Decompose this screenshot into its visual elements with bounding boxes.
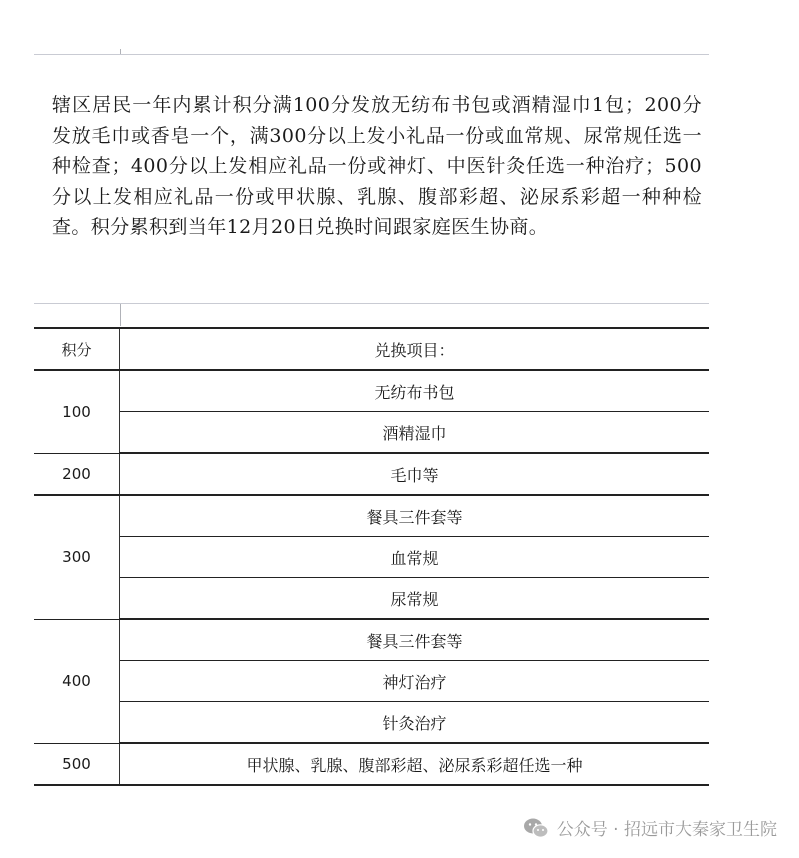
item-cell: 毛巾等 [120,453,710,495]
table-top-divider [34,303,709,304]
points-cell: 500 [34,743,120,785]
header-points: 积分 [34,328,120,370]
table-row [34,453,709,495]
item-cell: 尿常规 [120,578,710,620]
table-top-divider-tick [120,304,121,326]
points-cell: 100 [34,370,120,453]
item-cell: 血常规 [120,537,710,578]
table-row [34,412,709,454]
item-cell: 酒精湿巾 [120,412,710,454]
table-row [34,495,709,537]
table-row [34,661,709,702]
item-cell: 针灸治疗 [120,702,710,744]
account-name: 公众号 · 招远市大秦家卫生院 [556,820,777,840]
item-cell: 无纺布书包 [120,370,710,412]
item-cell: 餐具三件套等 [120,619,710,661]
points-cell: 400 [34,619,120,743]
item-cell: 餐具三件套等 [120,495,710,537]
account-watermark [523,815,777,840]
table-row [34,743,709,785]
table-row [34,370,709,412]
table-row [34,702,709,744]
item-cell: 甲状腺、乳腺、腹部彩超、泌尿系彩超任选一种 [120,743,710,785]
top-divider [34,54,709,55]
table-row [34,537,709,578]
points-cell: 200 [34,453,120,495]
table-header-row [34,328,709,370]
notice-paragraph: 辖区居民一年内累计积分满100分发放无纺布书包或酒精湿巾1包；200分发放毛巾或香皂一个，满300分以上发小礼品一份或血常规、尿常规任选一种检查；400分以上发相应礼品一份或神灯、中医针灸任选一种治疗；500分以上发相应礼品一份或甲状腺、乳腺、腹部彩超、泌尿系彩超一种种检查。积分累积到当年12月20日兑换时间跟家庭医生协商。 [52,94,702,238]
top-divider-tick [120,49,121,54]
table-row [34,619,709,661]
points-exchange-table [34,327,709,786]
item-cell: 神灯治疗 [120,661,710,702]
header-item: 兑换项目： [120,328,710,370]
wechat-icon [523,817,549,839]
table-row [34,578,709,620]
points-cell: 300 [34,495,120,619]
